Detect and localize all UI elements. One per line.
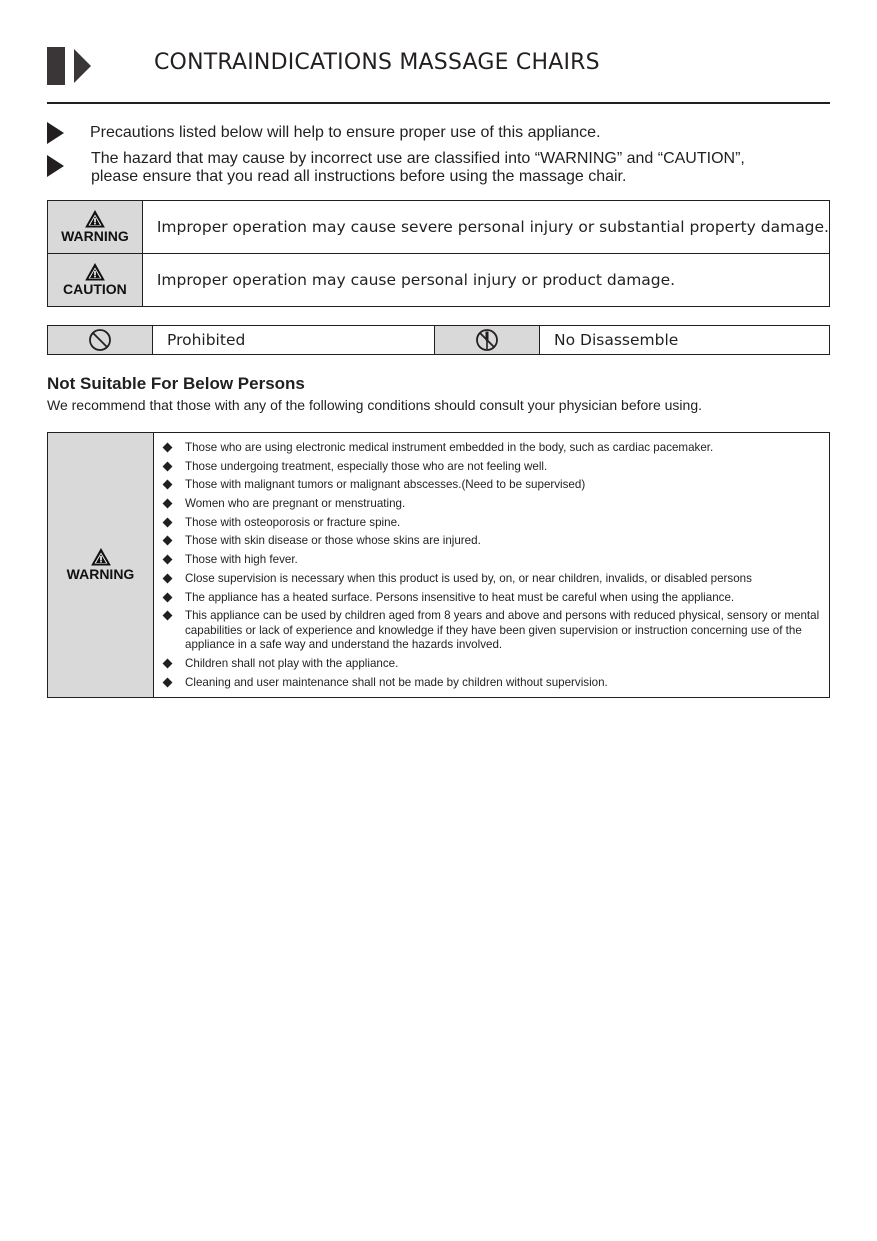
diamond-bullet-icon xyxy=(163,677,173,687)
symbol-label: Prohibited xyxy=(153,326,435,355)
symbol-label: No Disassemble xyxy=(540,326,830,355)
section-marker-arrow-icon xyxy=(74,49,91,83)
hazard-label-cell xyxy=(48,254,143,307)
list-item xyxy=(162,676,829,691)
list-item xyxy=(162,441,829,456)
hazard-row-caution xyxy=(48,254,830,307)
hazard-description: Improper operation may cause severe personal injury or substantial property damage. xyxy=(142,201,829,254)
prohibited-icon xyxy=(88,328,112,352)
diamond-bullet-icon xyxy=(163,499,173,509)
diamond-bullet-icon xyxy=(163,573,173,583)
list-item-text: Those who are using electronic medical instrument embedded in the body, such as cardiac pacemaker. xyxy=(185,441,714,454)
warning-label-cell xyxy=(48,433,154,697)
no-disassemble-icon xyxy=(475,328,499,352)
diamond-bullet-icon xyxy=(163,517,173,527)
diamond-bullet-icon xyxy=(163,611,173,621)
list-item-text: Those with skin disease or those whose skins are injured. xyxy=(185,534,481,548)
list-item xyxy=(162,497,829,512)
symbol-icon-cell xyxy=(48,326,153,355)
hazard-label: CAUTION xyxy=(63,281,127,297)
warning-triangle-icon xyxy=(85,263,105,281)
list-item xyxy=(162,591,829,606)
symbol-legend-table xyxy=(47,325,830,355)
list-item xyxy=(162,534,829,549)
diamond-bullet-icon xyxy=(163,658,173,668)
diamond-bullet-icon xyxy=(163,480,173,490)
list-item xyxy=(162,609,829,653)
section-title: Not Suitable For Below Persons xyxy=(47,374,305,393)
list-item xyxy=(162,657,829,672)
list-item xyxy=(162,516,829,531)
list-item xyxy=(162,553,829,568)
list-item xyxy=(162,478,829,493)
hazard-label-cell xyxy=(48,201,143,254)
warning-triangle-icon xyxy=(91,548,111,566)
page-title: CONTRAINDICATIONS MASSAGE CHAIRS xyxy=(154,50,600,75)
list-item xyxy=(162,572,829,587)
page-header xyxy=(47,45,830,104)
list-item-text: Cleaning and user maintenance shall not be made by children without supervision. xyxy=(185,675,608,689)
list-item-text: Women who are pregnant or menstruating. xyxy=(185,497,406,511)
diamond-bullet-icon xyxy=(163,592,173,602)
hazard-level-table xyxy=(47,200,830,307)
hazard-label: WARNING xyxy=(61,228,129,244)
diamond-bullet-icon xyxy=(163,443,173,453)
contraindications-warning-box xyxy=(47,432,830,698)
diamond-bullet-icon xyxy=(163,461,173,471)
triangle-bullet-icon xyxy=(47,122,64,144)
diamond-bullet-icon xyxy=(163,536,173,546)
intro-text-line: please ensure that you read all instructions before using the massage chair. xyxy=(91,168,627,185)
list-item-text: The appliance has a heated surface. Persons insensitive to heat must be careful when using the appliance. xyxy=(185,590,735,604)
list-item-text: This appliance can be used by children aged from 8 years and above and persons with reduced physical, sensory or mental capabilities or lack of experience and knowledge if they have been given supervision or instruction concerning use of the appliance in a safe way and understand the hazards involved. xyxy=(185,609,820,652)
symbol-row xyxy=(48,326,830,355)
symbol-icon-cell xyxy=(435,326,540,355)
triangle-bullet-icon xyxy=(47,155,64,177)
contraindication-list xyxy=(154,433,829,697)
list-item-text: Close supervision is necessary when this product is used by, on, or near children, invalids, or disabled persons xyxy=(185,571,752,585)
list-item-text: Those with malignant tumors or malignant abscesses.(Need to be supervised) xyxy=(185,478,586,492)
intro-text-line: The hazard that may cause by incorrect use are classified into “WARNING” and “CAUTION”, xyxy=(91,150,745,167)
section-subtitle: We recommend that those with any of the following conditions should consult your physician before using. xyxy=(47,397,702,413)
list-item-text: Those undergoing treatment, especially those who are not feeling well. xyxy=(185,459,548,473)
list-item-text: Those with high fever. xyxy=(185,553,298,567)
hazard-description: Improper operation may cause personal injury or product damage. xyxy=(142,254,829,307)
intro-text: Precautions listed below will help to ensure proper use of this appliance. xyxy=(90,124,601,141)
list-item-text: Children shall not play with the appliance. xyxy=(185,656,399,670)
warning-triangle-icon xyxy=(85,210,105,228)
list-item-text: Those with osteoporosis or fracture spine. xyxy=(185,515,401,529)
list-item xyxy=(162,460,829,475)
hazard-row-warning xyxy=(48,201,830,254)
warning-label: WARNING xyxy=(66,566,135,582)
section-marker-icon xyxy=(47,47,65,85)
diamond-bullet-icon xyxy=(163,555,173,565)
